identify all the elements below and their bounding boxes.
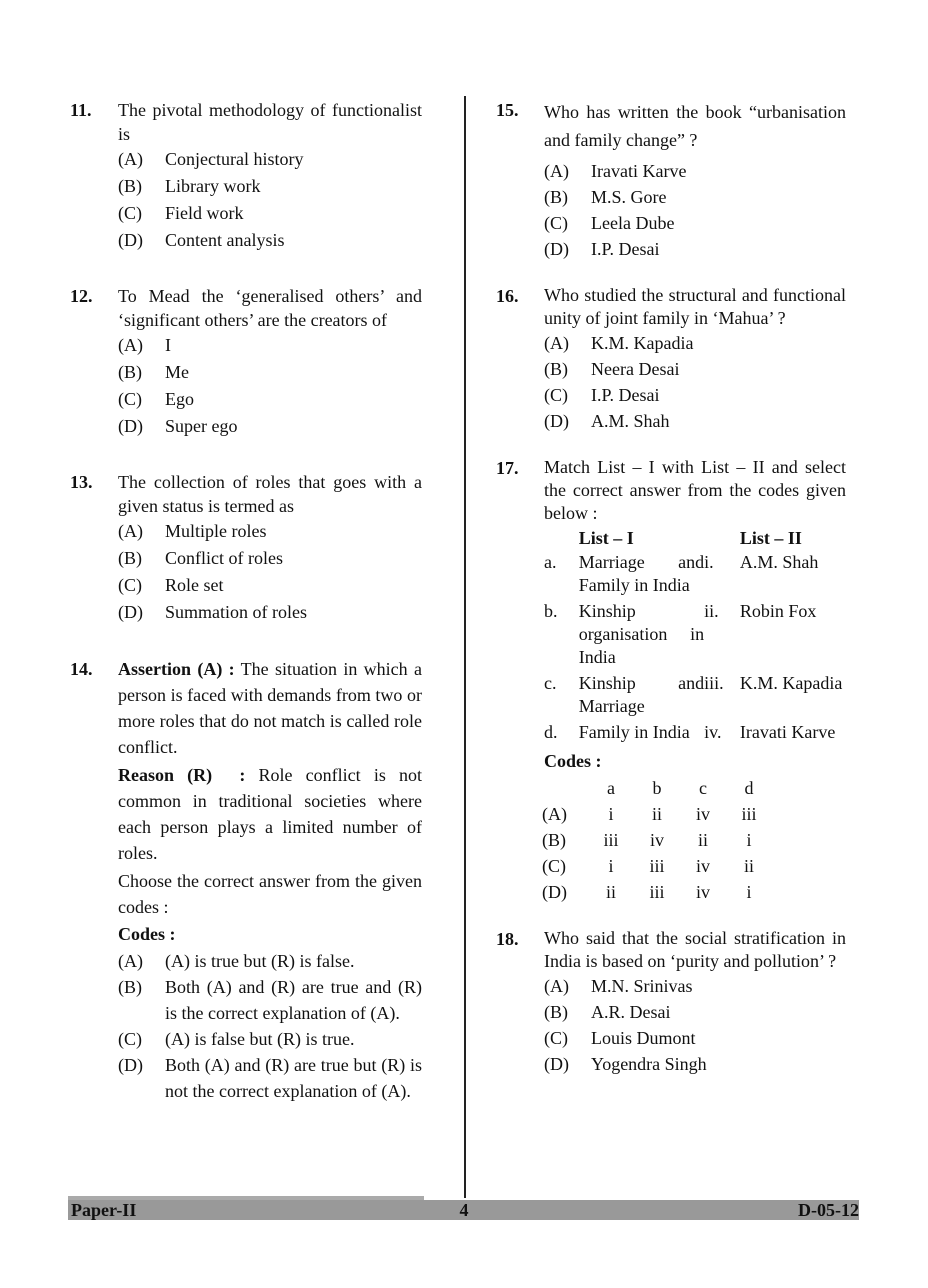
question-number: 18.	[496, 929, 519, 949]
question-18	[496, 927, 846, 1077]
codes-header-row: a b c d	[607, 778, 754, 798]
option-b: (B) Me	[118, 362, 189, 382]
question-number: 16.	[496, 286, 519, 306]
question-12	[70, 284, 422, 440]
option-c: (C) Louis Dumont	[544, 1028, 696, 1048]
question-number: 14.	[70, 659, 93, 679]
question-text: The collection of roles that goes with a given status is termed as	[118, 472, 422, 516]
reason-label: Reason (R)	[118, 765, 213, 785]
instruction: Choose the correct answer from the given codes :	[118, 871, 422, 917]
question-14	[70, 656, 422, 1104]
option-d: (D) Both (A) and (R) are true but (R) is not the correct explanation of (A).	[118, 1055, 422, 1101]
option-b: (B) Library work	[118, 176, 261, 196]
option-c: (C) I.P. Desai	[544, 385, 660, 405]
option-b: (B) Neera Desai	[544, 359, 680, 379]
question-number: 17.	[496, 458, 519, 478]
question-text: Who has written the book “urbanisation and family change” ?	[544, 102, 846, 150]
option-c: (C) Leela Dube	[544, 213, 675, 233]
list-1-heading: List – I	[578, 528, 634, 548]
option-a: (A) Conjectural history	[118, 149, 304, 169]
codes-row: (C) i iii iv ii	[542, 856, 754, 876]
codes-label: Codes :	[544, 751, 602, 771]
option-b: (B) A.R. Desai	[544, 1002, 671, 1022]
column-divider	[464, 96, 466, 1198]
reason-text: Role conflict is not common in traditional societies where each person plays a limited number of roles.	[118, 765, 423, 863]
codes-label: Codes :	[118, 924, 176, 944]
question-text: Match List – I with List – II and select the correct answer from the codes given below :	[544, 457, 846, 523]
match-row: b. Kinship organisation in India ii. Robin Fox	[544, 601, 817, 667]
question-text: To Mead the ‘generalised others’ and ‘significant others’ are the creators of	[118, 286, 422, 330]
codes-row: (A) i ii iv iii	[542, 804, 757, 824]
option-c: (C) Field work	[118, 203, 244, 223]
question-number: 13.	[70, 472, 93, 492]
codes-row: (D) ii iii iv i	[542, 882, 752, 902]
option-a: (A) (A) is true but (R) is false.	[118, 951, 355, 971]
assertion-label: Assertion (A) :	[118, 659, 235, 679]
option-d: (D) Super ego	[118, 416, 238, 436]
option-b: (B) Both (A) and (R) are true and (R) is the correct explanation of (A).	[118, 977, 422, 1023]
question-16	[496, 284, 846, 434]
match-list-header	[544, 525, 846, 551]
option-d: (D) A.M. Shah	[544, 411, 670, 431]
option-c: (C) Ego	[118, 389, 194, 409]
page-number: 4	[459, 1200, 469, 1220]
question-text: Who studied the structural and functional unity of joint family in ‘Mahua’ ?	[544, 285, 846, 328]
option-b: (B) Conflict of roles	[118, 548, 283, 568]
paper-code: D-05-12	[798, 1200, 859, 1220]
match-row: d. Family in India iv. Iravati Karve	[544, 722, 836, 742]
question-number: 12.	[70, 286, 93, 306]
match-row: c. Kinship and Marriage iii. K.M. Kapadia	[544, 673, 843, 716]
list-2-heading: List – II	[739, 528, 802, 548]
right-column	[496, 98, 846, 1103]
option-c: (C) (A) is false but (R) is true.	[118, 1029, 355, 1049]
option-a: (A) M.N. Srinivas	[544, 976, 693, 996]
option-d: (D) I.P. Desai	[544, 239, 660, 259]
match-row: a. Marriage and Family in India i. A.M. Shah	[544, 552, 819, 595]
reason-colon: :	[239, 765, 246, 785]
question-13	[70, 470, 422, 626]
question-17	[496, 456, 846, 905]
option-a: (A) Multiple roles	[118, 521, 267, 541]
question-text: Who said that the social stratification in India is based on ‘purity and pollution’ ?	[544, 928, 846, 971]
assertion-text: The situation in which a person is faced with demands from two or more roles that do not match is called role conflict.	[118, 659, 422, 757]
paper-label: Paper-II	[71, 1200, 137, 1220]
question-number: 11.	[70, 100, 92, 120]
question-text: The pivotal methodology of functionalist is	[118, 100, 422, 144]
page-footer	[68, 1200, 859, 1220]
option-d: (D) Yogendra Singh	[544, 1054, 707, 1074]
codes-row: (B) iii iv ii i	[542, 830, 752, 850]
option-c: (C) Role set	[118, 575, 224, 595]
assertion	[118, 656, 422, 760]
question-15	[496, 98, 846, 262]
option-a: (A) Iravati Karve	[544, 161, 687, 181]
option-d: (D) Content analysis	[118, 230, 285, 250]
option-b: (B) M.S. Gore	[544, 187, 667, 207]
question-number: 15.	[496, 100, 519, 120]
question-11	[70, 98, 422, 254]
option-a: (A) K.M. Kapadia	[544, 333, 694, 353]
option-d: (D) Summation of roles	[118, 602, 307, 622]
reason	[118, 762, 422, 866]
option-a: (A) I	[118, 335, 171, 355]
codes-table	[542, 775, 772, 905]
left-column	[70, 98, 422, 1130]
